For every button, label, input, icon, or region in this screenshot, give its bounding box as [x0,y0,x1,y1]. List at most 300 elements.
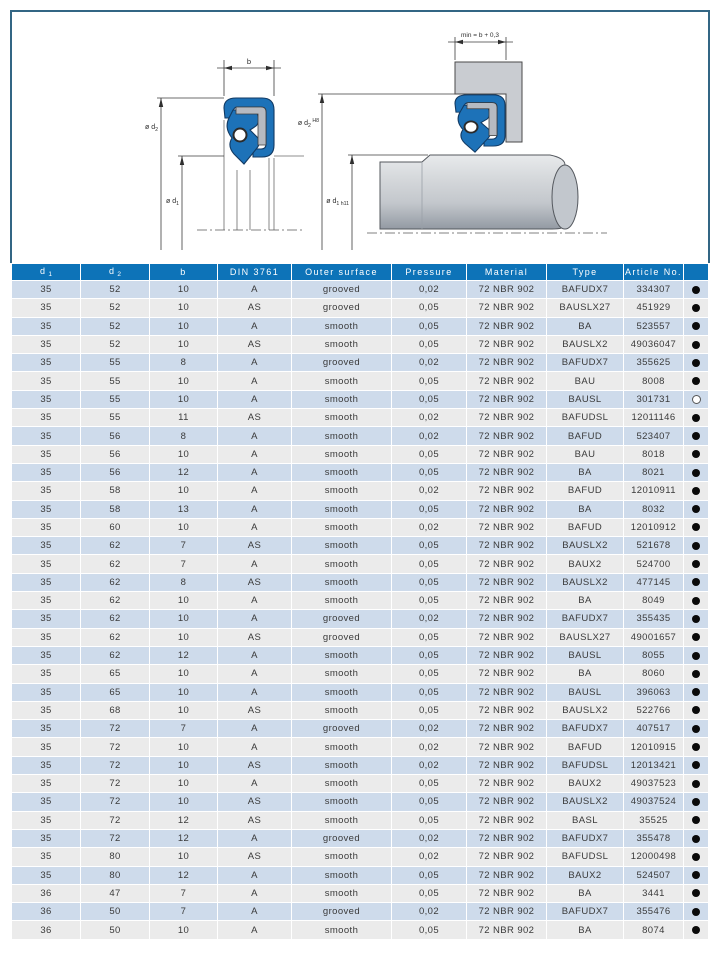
table-cell: 72 [81,757,149,774]
availability-cell [684,647,708,664]
dim-d2-label: ø $d_2$ [144,124,158,133]
table-cell: A [218,885,291,902]
table-cell: 35 [12,629,80,646]
table-cell: A [218,684,291,701]
table-cell: smooth [292,519,391,536]
table-cell: AS [218,848,291,865]
table-cell: 10 [150,299,217,316]
table-cell: 55 [81,372,149,389]
table-cell: 72 NBR 902 [467,464,546,481]
dim-d1-label: ø $d_1$ [165,198,179,207]
table-cell: BAUX2 [547,555,623,572]
table-cell: 0,05 [392,867,466,884]
table-cell: BAFUDSL [547,757,623,774]
table-cell: BA [547,921,623,938]
table-cell: 0,05 [392,812,466,829]
table-cell: 35 [12,665,80,682]
filled-dot-icon [692,908,700,916]
table-cell: 12 [150,830,217,847]
table-cell: 0,02 [392,903,466,920]
seal-table [11,263,709,940]
table-cell: smooth [292,446,391,463]
availability-cell [684,427,708,444]
table-cell: 11 [150,409,217,426]
table-cell: 12 [150,867,217,884]
table-row [12,318,708,335]
filled-dot-icon [692,414,700,422]
table-cell: 0,05 [392,318,466,335]
table-cell: BAUSLX2 [547,702,623,719]
table-cell: 355435 [624,610,683,627]
table-cell: 47 [81,885,149,902]
table-cell: 0,05 [392,336,466,353]
table-cell: A [218,391,291,408]
table-cell: grooved [292,720,391,737]
table-cell: 407517 [624,720,683,737]
column-header: DIN 3761 [218,264,291,280]
left-figure-seal-cross-section [145,57,304,250]
table-row [12,885,708,902]
table-cell: 35 [12,574,80,591]
column-header: Material [467,264,546,280]
diagram-panel [10,10,710,263]
availability-cell [684,757,708,774]
table-cell: 8 [150,427,217,444]
table-cell: 36 [12,921,80,938]
table-cell: 62 [81,555,149,572]
filled-dot-icon [692,889,700,897]
table-row [12,482,708,499]
table-cell: BAUSLX2 [547,793,623,810]
table-cell: 35 [12,775,80,792]
table-cell: 35 [12,647,80,664]
availability-cell [684,372,708,389]
table-cell: 72 NBR 902 [467,775,546,792]
table-cell: 0,02 [392,519,466,536]
table-cell: BAFUDX7 [547,610,623,627]
table-cell: BA [547,592,623,609]
filled-dot-icon [692,469,700,477]
table-cell: A [218,427,291,444]
table-cell: 8 [150,354,217,371]
table-cell: 12 [150,812,217,829]
table-cell: 8 [150,574,217,591]
table-cell: 72 [81,738,149,755]
table-cell: 72 NBR 902 [467,299,546,316]
table-cell: 0,02 [392,848,466,865]
table-cell: A [218,446,291,463]
dim-d1-h11-label: ø $d_1$ h11 [326,198,349,207]
table-row [12,738,708,755]
filled-dot-icon [692,560,700,568]
table-cell: BASL [547,812,623,829]
table-cell: 35 [12,720,80,737]
table-cell: 10 [150,738,217,755]
table-cell: 0,02 [392,738,466,755]
table-cell: 0,02 [392,757,466,774]
availability-cell [684,867,708,884]
table-cell: grooved [292,299,391,316]
table-cell: smooth [292,372,391,389]
column-header: Article No. [624,264,683,280]
table-row [12,555,708,572]
table-cell: 62 [81,574,149,591]
table-cell: BAUSL [547,391,623,408]
table-row [12,903,708,920]
availability-cell [684,793,708,810]
table-cell: 36 [12,885,80,902]
table-cell: grooved [292,629,391,646]
table-cell: 72 NBR 902 [467,848,546,865]
table-cell: 72 NBR 902 [467,885,546,902]
table-cell: BAUSL [547,684,623,701]
availability-cell [684,281,708,298]
filled-dot-icon [692,322,700,330]
table-cell: 10 [150,665,217,682]
filled-dot-icon [692,652,700,660]
table-cell: 35 [12,537,80,554]
table-cell: 72 NBR 902 [467,501,546,518]
table-cell: 0,05 [392,574,466,591]
column-header: Type [547,264,623,280]
table-cell: A [218,592,291,609]
seal-cross-section [224,98,274,164]
table-cell: 35 [12,391,80,408]
table-cell: 35 [12,793,80,810]
table-cell: smooth [292,848,391,865]
installed-seal [455,95,505,152]
table-cell: 72 [81,830,149,847]
table-cell: 35 [12,848,80,865]
column-header: d $_1$ [12,264,80,280]
table-cell: BAU [547,446,623,463]
filled-dot-icon [692,706,700,714]
table-cell: 334307 [624,281,683,298]
table-cell: AS [218,574,291,591]
table-cell: 301731 [624,391,683,408]
table-cell: 35 [12,684,80,701]
availability-cell [684,354,708,371]
table-cell: 72 NBR 902 [467,921,546,938]
table-body [12,281,708,939]
table-cell: 72 NBR 902 [467,903,546,920]
table-cell: 72 NBR 902 [467,830,546,847]
table-cell: BAUSLX2 [547,537,623,554]
table-cell: 62 [81,537,149,554]
filled-dot-icon [692,487,700,495]
table-cell: 8032 [624,501,683,518]
filled-dot-icon [692,798,700,806]
table-cell: smooth [292,757,391,774]
table-cell: 72 NBR 902 [467,738,546,755]
table-cell: BAUSLX27 [547,299,623,316]
table-cell: 0,02 [392,610,466,627]
table-cell: A [218,665,291,682]
availability-cell [684,848,708,865]
dim-d2-h8-label: ø $d_2$ $^{H8}$ [297,118,319,129]
table-cell: 72 NBR 902 [467,537,546,554]
table-cell: 72 NBR 902 [467,354,546,371]
table-cell: 0,02 [392,830,466,847]
table-cell: 72 NBR 902 [467,629,546,646]
filled-dot-icon [692,359,700,367]
filled-dot-icon [692,377,700,385]
table-cell: 0,05 [392,629,466,646]
table-row [12,372,708,389]
table-cell: 72 NBR 902 [467,427,546,444]
table-cell: 52 [81,299,149,316]
table-cell: BAFUDX7 [547,281,623,298]
table-cell: 0,05 [392,501,466,518]
filled-dot-icon [692,871,700,879]
table-row [12,848,708,865]
table-row [12,391,708,408]
table-cell: 8074 [624,921,683,938]
availability-cell [684,702,708,719]
table-cell: 72 NBR 902 [467,482,546,499]
table-cell: A [218,830,291,847]
table-row [12,812,708,829]
table-cell: 62 [81,647,149,664]
table-row [12,775,708,792]
table-cell: grooved [292,610,391,627]
availability-cell [684,464,708,481]
table-cell: 72 NBR 902 [467,812,546,829]
table-cell: 12000498 [624,848,683,865]
table-cell: 451929 [624,299,683,316]
filled-dot-icon [692,450,700,458]
table-cell: 65 [81,684,149,701]
table-cell: AS [218,336,291,353]
table-cell: smooth [292,921,391,938]
table-cell: BAUSLX2 [547,574,623,591]
filled-dot-icon [692,597,700,605]
seal-technical-drawing [12,12,708,261]
table-cell: AS [218,812,291,829]
table-cell: 52 [81,318,149,335]
table-cell: 80 [81,848,149,865]
table-cell: 62 [81,610,149,627]
table-cell: smooth [292,738,391,755]
table-cell: 10 [150,336,217,353]
table-cell: 35 [12,830,80,847]
availability-cell [684,830,708,847]
availability-cell [684,738,708,755]
table-cell: 0,05 [392,775,466,792]
table-cell: 72 NBR 902 [467,446,546,463]
table-cell: 72 NBR 902 [467,409,546,426]
table-cell: 10 [150,446,217,463]
table-cell: 62 [81,629,149,646]
table-cell: 72 NBR 902 [467,281,546,298]
table-cell: 62 [81,592,149,609]
table-cell: 72 NBR 902 [467,574,546,591]
table-cell: smooth [292,592,391,609]
table-cell: 10 [150,848,217,865]
table-cell: 0,05 [392,665,466,682]
table-cell: 0,05 [392,446,466,463]
availability-cell [684,903,708,920]
table-cell: BAFUDSL [547,409,623,426]
table-cell: 65 [81,665,149,682]
table-cell: 521678 [624,537,683,554]
table-cell: grooved [292,903,391,920]
availability-cell [684,482,708,499]
availability-cell [684,446,708,463]
table-cell: 55 [81,391,149,408]
table-row [12,446,708,463]
table-row [12,299,708,316]
table-cell: smooth [292,391,391,408]
table-cell: 35 [12,812,80,829]
table-cell: 35 [12,738,80,755]
table-cell: 10 [150,629,217,646]
table-header-row [12,264,708,280]
table-cell: 72 NBR 902 [467,519,546,536]
table-cell: 7 [150,720,217,737]
table-cell: 72 NBR 902 [467,757,546,774]
table-cell: 10 [150,482,217,499]
column-header: Outer surface [292,264,391,280]
table-row [12,519,708,536]
table-cell: 35 [12,318,80,335]
filled-dot-icon [692,835,700,843]
table-row [12,281,708,298]
table-cell: 0,05 [392,537,466,554]
table-cell: 0,05 [392,391,466,408]
filled-dot-icon [692,542,700,550]
filled-dot-icon [692,304,700,312]
table-cell: smooth [292,812,391,829]
table-cell: 10 [150,702,217,719]
table-cell: 35 [12,501,80,518]
table-cell: A [218,555,291,572]
table-cell: 524507 [624,867,683,884]
table-cell: 10 [150,775,217,792]
table-cell: 524700 [624,555,683,572]
table-cell: 49037524 [624,793,683,810]
availability-cell [684,629,708,646]
table-cell: 72 [81,720,149,737]
table-cell: A [218,720,291,737]
table-cell: 35 [12,299,80,316]
table-cell: A [218,354,291,371]
table-cell: smooth [292,555,391,572]
table-cell: 7 [150,885,217,902]
availability-cell [684,921,708,938]
table-cell: 58 [81,501,149,518]
table-row [12,537,708,554]
table-cell: 72 NBR 902 [467,702,546,719]
table-cell: 355476 [624,903,683,920]
table-cell: 3441 [624,885,683,902]
availability-cell [684,519,708,536]
table-cell: grooved [292,281,391,298]
table-cell: 12011146 [624,409,683,426]
table-cell: 35525 [624,812,683,829]
table-cell: 10 [150,757,217,774]
table-cell: 0,02 [392,482,466,499]
table-cell: A [218,519,291,536]
filled-dot-icon [692,816,700,824]
table-cell: 0,05 [392,372,466,389]
table-cell: smooth [292,885,391,902]
table-cell: 35 [12,482,80,499]
table-cell: 523557 [624,318,683,335]
table-cell: 72 NBR 902 [467,372,546,389]
table-cell: 55 [81,409,149,426]
table-cell: 0,02 [392,281,466,298]
table-cell: 10 [150,318,217,335]
table-cell: smooth [292,427,391,444]
table-cell: 522766 [624,702,683,719]
table-cell: 477145 [624,574,683,591]
filled-dot-icon [692,578,700,586]
table-cell: BAFUD [547,427,623,444]
table-cell: 12010912 [624,519,683,536]
table-row [12,793,708,810]
table-cell: 50 [81,903,149,920]
availability-cell [684,336,708,353]
table-cell: BA [547,464,623,481]
table-cell: 10 [150,793,217,810]
table-cell: 72 NBR 902 [467,684,546,701]
table-cell: 72 NBR 902 [467,793,546,810]
table-cell: 396063 [624,684,683,701]
table-cell: BAFUDX7 [547,830,623,847]
filled-dot-icon [692,761,700,769]
filled-dot-icon [692,725,700,733]
table-cell: 10 [150,684,217,701]
table-cell: 35 [12,372,80,389]
table-cell: 56 [81,446,149,463]
table-cell: BAUX2 [547,867,623,884]
shaft-end-face [552,165,578,229]
table-cell: 0,05 [392,702,466,719]
table-cell: AS [218,537,291,554]
availability-cell [684,592,708,609]
table-cell: AS [218,409,291,426]
table-cell: 8021 [624,464,683,481]
table-cell: 7 [150,537,217,554]
availability-cell [684,501,708,518]
table-cell: 35 [12,427,80,444]
table-cell: A [218,647,291,664]
table-cell: smooth [292,574,391,591]
open-dot-icon [692,395,701,404]
table-cell: 56 [81,464,149,481]
table-cell: 80 [81,867,149,884]
table-cell: 0,05 [392,921,466,938]
table-cell: BAUSLX27 [547,629,623,646]
table-cell: BA [547,885,623,902]
table-row [12,592,708,609]
table-cell: 35 [12,354,80,371]
table-cell: smooth [292,793,391,810]
table-row [12,830,708,847]
column-header [684,264,708,280]
table-cell: 0,05 [392,555,466,572]
filled-dot-icon [692,633,700,641]
column-header: d $_2$ [81,264,149,280]
table-row [12,921,708,938]
table-cell: 72 NBR 902 [467,391,546,408]
table-cell: BAFUDSL [547,848,623,865]
table-cell: 0,05 [392,464,466,481]
filled-dot-icon [692,743,700,751]
table-cell: BAFUDX7 [547,903,623,920]
availability-cell [684,610,708,627]
